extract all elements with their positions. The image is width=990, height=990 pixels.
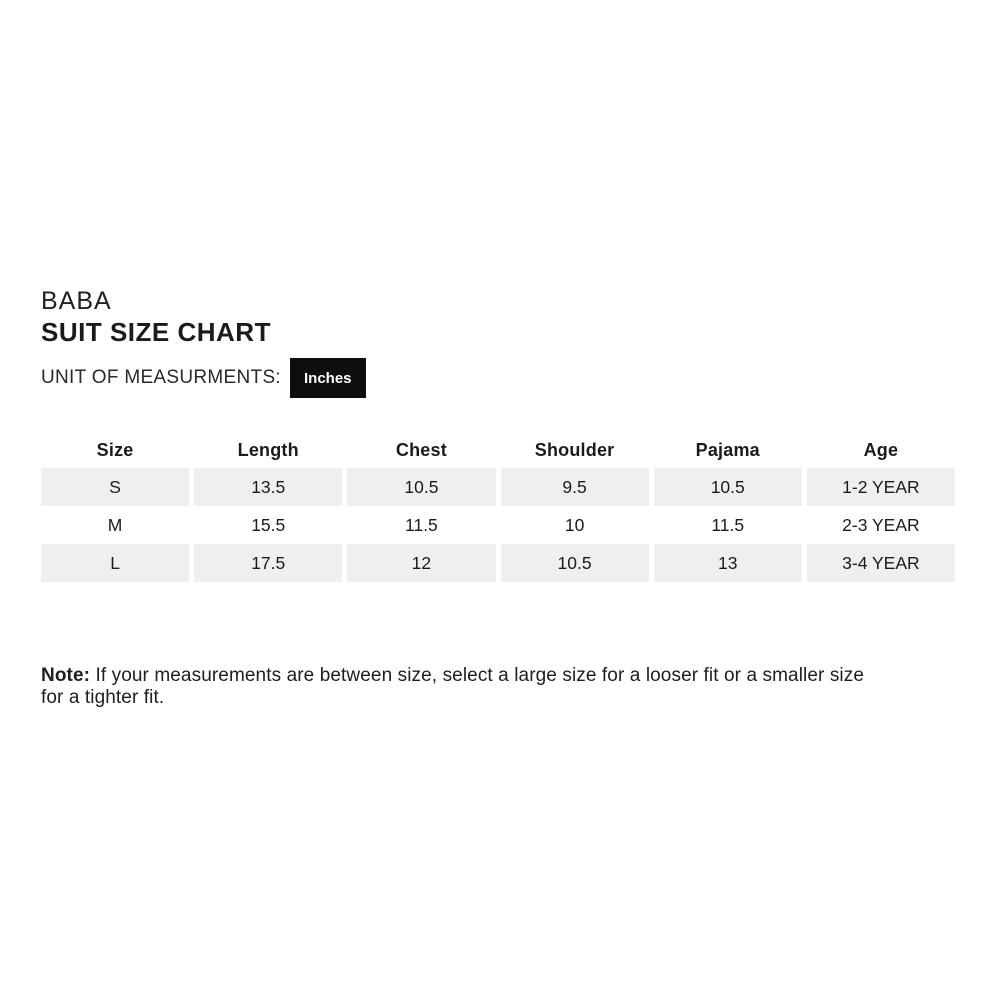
size-table-header-row bbox=[41, 433, 955, 468]
table-cell: 12 bbox=[347, 544, 495, 582]
table-cell: 11.5 bbox=[654, 506, 802, 544]
column-header-chest: Chest bbox=[395, 440, 447, 460]
unit-of-measurements-label: UNIT OF MEASURMENTS: bbox=[41, 367, 281, 388]
table-cell: 13.5 bbox=[194, 468, 342, 506]
table-cell: 9.5 bbox=[501, 468, 649, 506]
table-cell: 15.5 bbox=[194, 506, 342, 544]
column-header-size: Size bbox=[96, 440, 134, 460]
table-cell: 10.5 bbox=[654, 468, 802, 506]
page-title: SUIT SIZE CHART bbox=[41, 317, 271, 347]
table-cell: 1-2 YEAR bbox=[807, 468, 955, 506]
column-header-age: Age bbox=[863, 440, 899, 460]
heading-block bbox=[41, 285, 271, 348]
fit-note bbox=[41, 665, 869, 708]
table-cell: 3-4 YEAR bbox=[807, 544, 955, 582]
table-cell: 11.5 bbox=[347, 506, 495, 544]
column-header-pajama: Pajama bbox=[695, 440, 760, 460]
note-text: If your measurements are between size, select a large size for a looser fit or a smaller size for a tighter fit. bbox=[41, 665, 865, 708]
column-header-length: Length bbox=[237, 440, 299, 460]
table-cell: M bbox=[41, 506, 189, 544]
table-row-size-m bbox=[41, 506, 955, 544]
column-header-shoulder: Shoulder bbox=[534, 440, 615, 460]
note-label: Note: bbox=[41, 665, 91, 686]
table-cell: 17.5 bbox=[194, 544, 342, 582]
table-cell: S bbox=[41, 468, 189, 506]
inches-unit-button[interactable]: Inches bbox=[290, 358, 366, 398]
table-cell: 10.5 bbox=[501, 544, 649, 582]
table-cell: 10 bbox=[501, 506, 649, 544]
brand-title: BABA bbox=[41, 287, 112, 315]
table-cell: 2-3 YEAR bbox=[807, 506, 955, 544]
table-row-size-l bbox=[41, 544, 955, 582]
table-cell: 13 bbox=[654, 544, 802, 582]
table-cell: 10.5 bbox=[347, 468, 495, 506]
size-table bbox=[41, 433, 955, 582]
table-cell: L bbox=[41, 544, 189, 582]
table-row-size-s bbox=[41, 468, 955, 506]
unit-of-measurements-row bbox=[41, 358, 366, 398]
